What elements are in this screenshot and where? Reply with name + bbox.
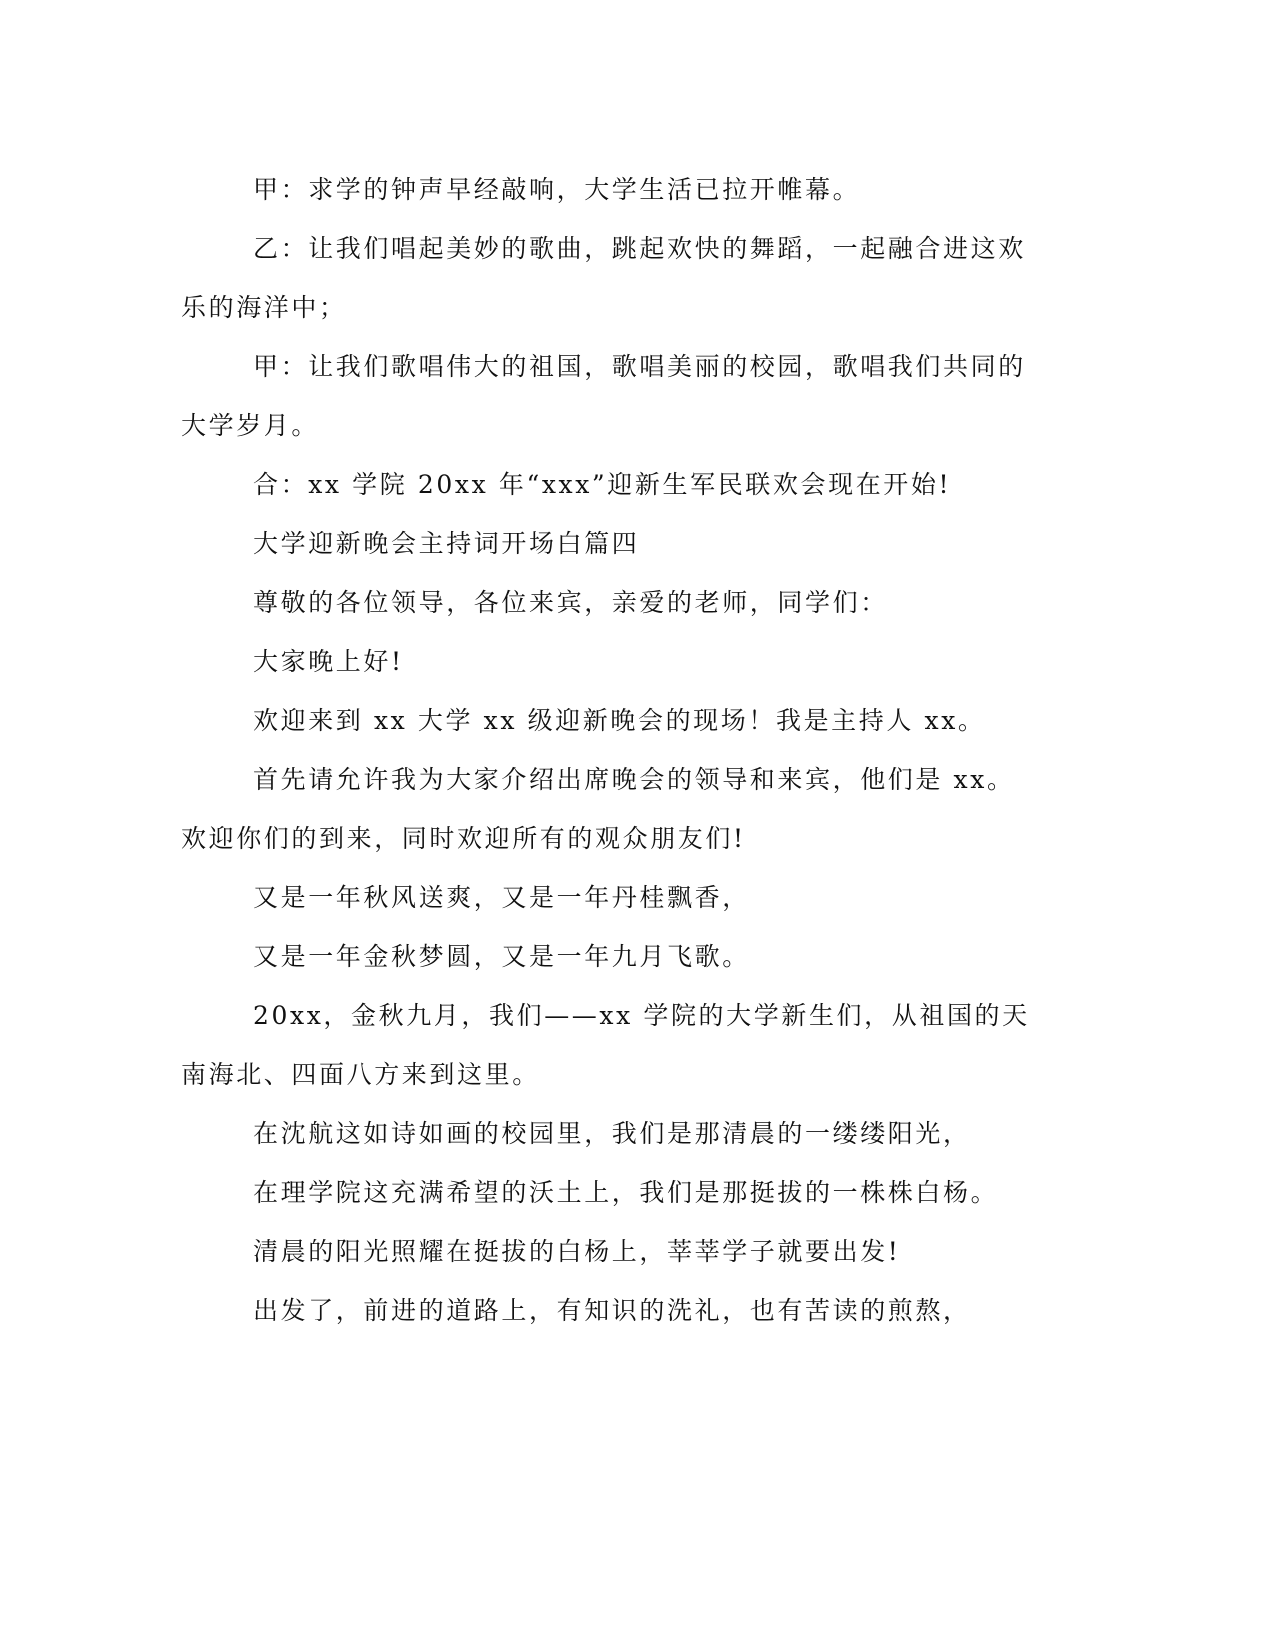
- paragraph: 在理学院这充满希望的沃土上，我们是那挺拔的一株株白杨。: [253, 1178, 999, 1207]
- document-body: [181, 160, 1041, 1340]
- paragraph: 乙：让我们唱起美妙的歌曲，跳起欢快的舞蹈，一起融合进这欢乐的海洋中；: [181, 234, 1026, 322]
- paragraph: 合：xx 学院 20xx 年“xxx”迎新生军民联欢会现在开始!: [253, 470, 952, 499]
- paragraph: 在沈航这如诗如画的校园里，我们是那清晨的一缕缕阳光，: [253, 1119, 971, 1148]
- paragraph: 大家晚上好!: [253, 647, 404, 676]
- paragraph: 甲：让我们歌唱伟大的祖国，歌唱美丽的校园，歌唱我们共同的大学岁月。: [181, 352, 1026, 440]
- paragraph: 又是一年秋风送爽，又是一年丹桂飘香，: [253, 883, 750, 912]
- paragraph: 出发了，前进的道路上，有知识的洗礼，也有苦读的煎熬，: [253, 1296, 971, 1325]
- paragraph: 欢迎来到 xx 大学 xx 级迎新晚会的现场！我是主持人 xx。: [253, 706, 986, 735]
- paragraph: 尊敬的各位领导，各位来宾，亲爱的老师，同学们：: [253, 588, 888, 617]
- paragraph: 又是一年金秋梦圆，又是一年九月飞歌。: [253, 942, 750, 971]
- section-heading: 大学迎新晚会主持词开场白篇四: [253, 529, 640, 558]
- paragraph: 20xx，金秋九月，我们——xx 学院的大学新生们，从祖国的天南海北、四面八方来到这里。: [181, 1001, 1030, 1089]
- paragraph: 清晨的阳光照耀在挺拔的白杨上，莘莘学子就要出发!: [253, 1237, 901, 1266]
- paragraph: 甲：求学的钟声早经敲响，大学生活已拉开帷幕。: [253, 175, 861, 204]
- paragraph: 首先请允许我为大家介绍出席晚会的领导和来宾，他们是 xx。欢迎你们的到来，同时欢迎所有的观众朋友们!: [181, 765, 1015, 853]
